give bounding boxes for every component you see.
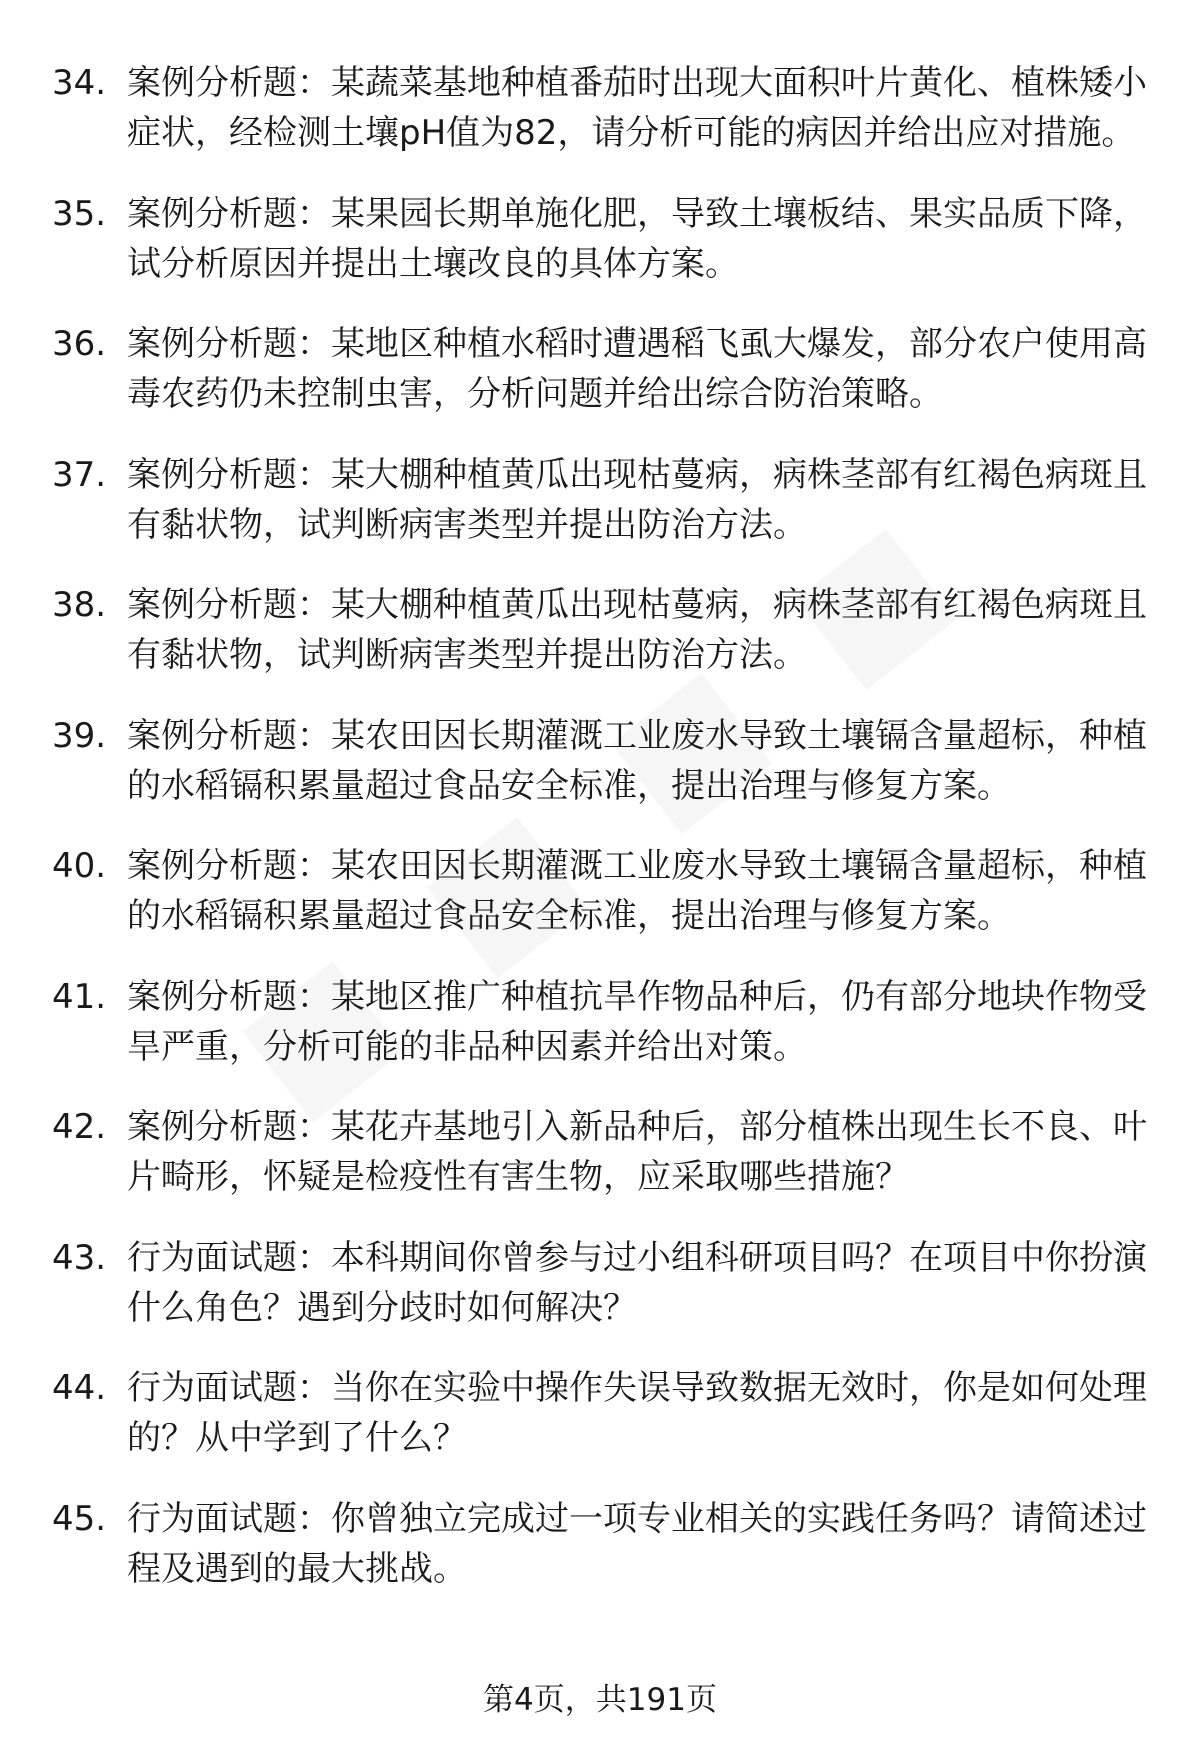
question-text: 行为面试题：你曾独立完成过一项专业相关的实践任务吗？请简述过程及遇到的最大挑战。 (127, 1498, 1147, 1589)
question-item (0, 580, 1200, 711)
question-item (0, 1494, 1200, 1625)
question-text: 案例分析题：某地区推广种植抗旱作物品种后，仍有部分地块作物受旱严重，分析可能的非品种因素并给出对策。 (127, 976, 1147, 1067)
question-item (0, 1363, 1200, 1494)
question-text: 案例分析题：某蔬菜基地种植番茄时出现大面积叶片黄化、植株矮小症状，经检测土壤pH值为82，请分析可能的病因并给出应对措施。 (127, 63, 1147, 153)
question-item (0, 1233, 1200, 1364)
question-item (0, 189, 1200, 320)
question-number: 39. (52, 715, 107, 756)
question-number: 35. (52, 193, 107, 234)
question-item (0, 841, 1200, 972)
question-item (0, 972, 1200, 1103)
question-number: 41. (52, 976, 107, 1017)
question-text: 案例分析题：某花卉基地引入新品种后，部分植株出现生长不良、叶片畸形，怀疑是检疫性有害生物，应采取哪些措施？ (127, 1107, 1147, 1197)
question-number: 38. (52, 585, 107, 625)
page-footer (0, 1680, 1200, 1720)
question-text: 案例分析题：某农田因长期灌溉工业废水导致土壤镉含量超标，种植的水稻镉积累量超过食品安全标准，提出治理与修复方案。 (127, 846, 1147, 936)
question-item (0, 711, 1200, 842)
question-list (0, 58, 1200, 1624)
question-text: 案例分析题：某地区种植水稻时遭遇稻飞虱大爆发，部分农户使用高毒农药仍未控制虫害，分析问题并给出综合防治策略。 (127, 324, 1147, 414)
question-number: 45. (52, 1498, 107, 1539)
question-text: 案例分析题：某果园长期单施化肥，导致土壤板结、果实品质下降，试分析原因并提出土壤改良的具体方案。 (127, 193, 1147, 284)
question-number: 34. (52, 63, 107, 103)
question-item (0, 1102, 1200, 1233)
question-item (0, 58, 1200, 189)
question-number: 42. (52, 1107, 107, 1147)
question-number: 40. (52, 846, 107, 886)
question-text: 案例分析题：某农田因长期灌溉工业废水导致土壤镉含量超标，种植的水稻镉积累量超过食品安全标准，提出治理与修复方案。 (127, 715, 1147, 806)
page-number-label: 第4页，共191页 (483, 1682, 717, 1718)
question-text: 行为面试题：当你在实验中操作失误导致数据无效时，你是如何处理的？从中学到了什么？ (127, 1368, 1147, 1458)
question-text: 案例分析题：某大棚种植黄瓜出现枯蔓病，病株茎部有红褐色病斑且有黏状物，试判断病害类型并提出防治方法。 (127, 585, 1147, 675)
question-number: 36. (52, 324, 107, 364)
question-text: 行为面试题：本科期间你曾参与过小组科研项目吗？在项目中你扮演什么角色？遇到分歧时如何解决？ (127, 1237, 1147, 1328)
question-item (0, 319, 1200, 450)
question-number: 44. (52, 1368, 107, 1408)
question-item (0, 450, 1200, 581)
question-number: 37. (52, 454, 107, 495)
question-text: 案例分析题：某大棚种植黄瓜出现枯蔓病，病株茎部有红褐色病斑且有黏状物，试判断病害类型并提出防治方法。 (127, 454, 1147, 545)
question-number: 43. (52, 1237, 107, 1278)
